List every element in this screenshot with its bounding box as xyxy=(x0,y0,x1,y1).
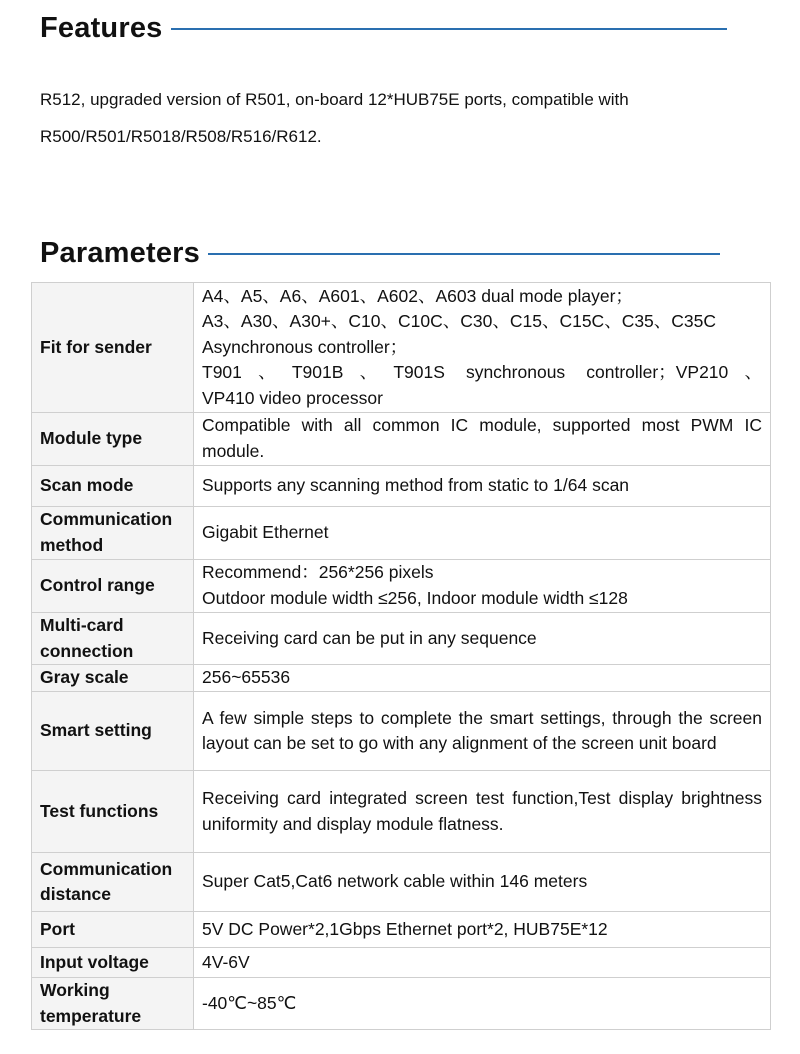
row-value: A few simple steps to complete the smart settings, through the screen layout can be set to go with any alignment of the screen unit board xyxy=(194,692,771,771)
row-value: Compatible with all common IC module, supported most PWM IC module. xyxy=(194,413,771,466)
row-value: 256~65536 xyxy=(194,665,771,692)
table-row xyxy=(32,771,771,853)
row-value-line: Asynchronous controller； xyxy=(202,336,408,357)
row-label: Input voltage xyxy=(32,948,194,978)
table-row xyxy=(32,283,771,413)
row-value-line: Outdoor module width ≤256, Indoor module width ≤128 xyxy=(202,588,628,608)
features-text-line: R512, upgraded version of R501, on-board 12*HUB75E ports, compatible with xyxy=(40,90,629,109)
row-label: Communication distance xyxy=(32,853,194,912)
table-row xyxy=(32,692,771,771)
row-value-line: Recommend：256*256 pixels xyxy=(202,562,434,583)
features-heading: Features xyxy=(40,12,163,44)
row-label: Smart setting xyxy=(32,692,194,771)
row-label: Gray scale xyxy=(32,665,194,692)
row-value: Receiving card can be put in any sequence xyxy=(194,613,771,665)
row-value: Gigabit Ethernet xyxy=(194,507,771,560)
features-text xyxy=(40,81,780,155)
row-label: Scan mode xyxy=(32,466,194,507)
row-label: Port xyxy=(32,912,194,948)
row-label: Control range xyxy=(32,560,194,613)
row-value: Super Cat5,Cat6 network cable within 146 meters xyxy=(194,853,771,912)
row-label: Test functions xyxy=(32,771,194,853)
row-label: Fit for sender xyxy=(32,283,194,413)
parameters-heading-row xyxy=(40,237,720,270)
row-value: 4V-6V xyxy=(194,948,771,978)
table-row xyxy=(32,978,771,1030)
features-heading-row xyxy=(40,12,727,45)
row-value-line: A4、A5、A6、A601、A602、A603 dual mode player； xyxy=(202,285,633,306)
row-value: Supports any scanning method from static to 1/64 scan xyxy=(194,466,771,507)
row-value xyxy=(194,283,771,413)
heading-divider-line xyxy=(208,253,720,255)
parameters-heading: Parameters xyxy=(40,237,200,269)
row-value xyxy=(194,560,771,613)
row-value: -40℃~85℃ xyxy=(194,978,771,1030)
table-row xyxy=(32,665,771,692)
row-label: Module type xyxy=(32,413,194,466)
table-row xyxy=(32,413,771,466)
row-label: Working temperature xyxy=(32,978,194,1030)
table-row xyxy=(32,466,771,507)
heading-divider-line xyxy=(171,28,727,30)
row-value-line: A3、A30、A30+、C10、C10C、C30、C15、C15C、C35、C35C xyxy=(202,311,717,332)
table-row xyxy=(32,948,771,978)
row-value-line: VP410 video processor xyxy=(202,387,383,408)
row-label: Communication method xyxy=(32,507,194,560)
row-value-line: T901、T901B、T901S synchronous controller；VP210、 xyxy=(202,362,762,383)
row-label: Multi-card connection xyxy=(32,613,194,665)
row-value: Receiving card integrated screen test function,Test display brightness uniformity and display module flatness. xyxy=(194,771,771,853)
row-value: 5V DC Power*2,1Gbps Ethernet port*2, HUB75E*12 xyxy=(194,912,771,948)
table-row xyxy=(32,853,771,912)
table-row xyxy=(32,912,771,948)
table-row xyxy=(32,613,771,665)
parameters-table xyxy=(31,282,771,1030)
table-row xyxy=(32,507,771,560)
table-row xyxy=(32,560,771,613)
features-text-line: R500/R501/R5018/R508/R516/R612. xyxy=(40,127,322,146)
